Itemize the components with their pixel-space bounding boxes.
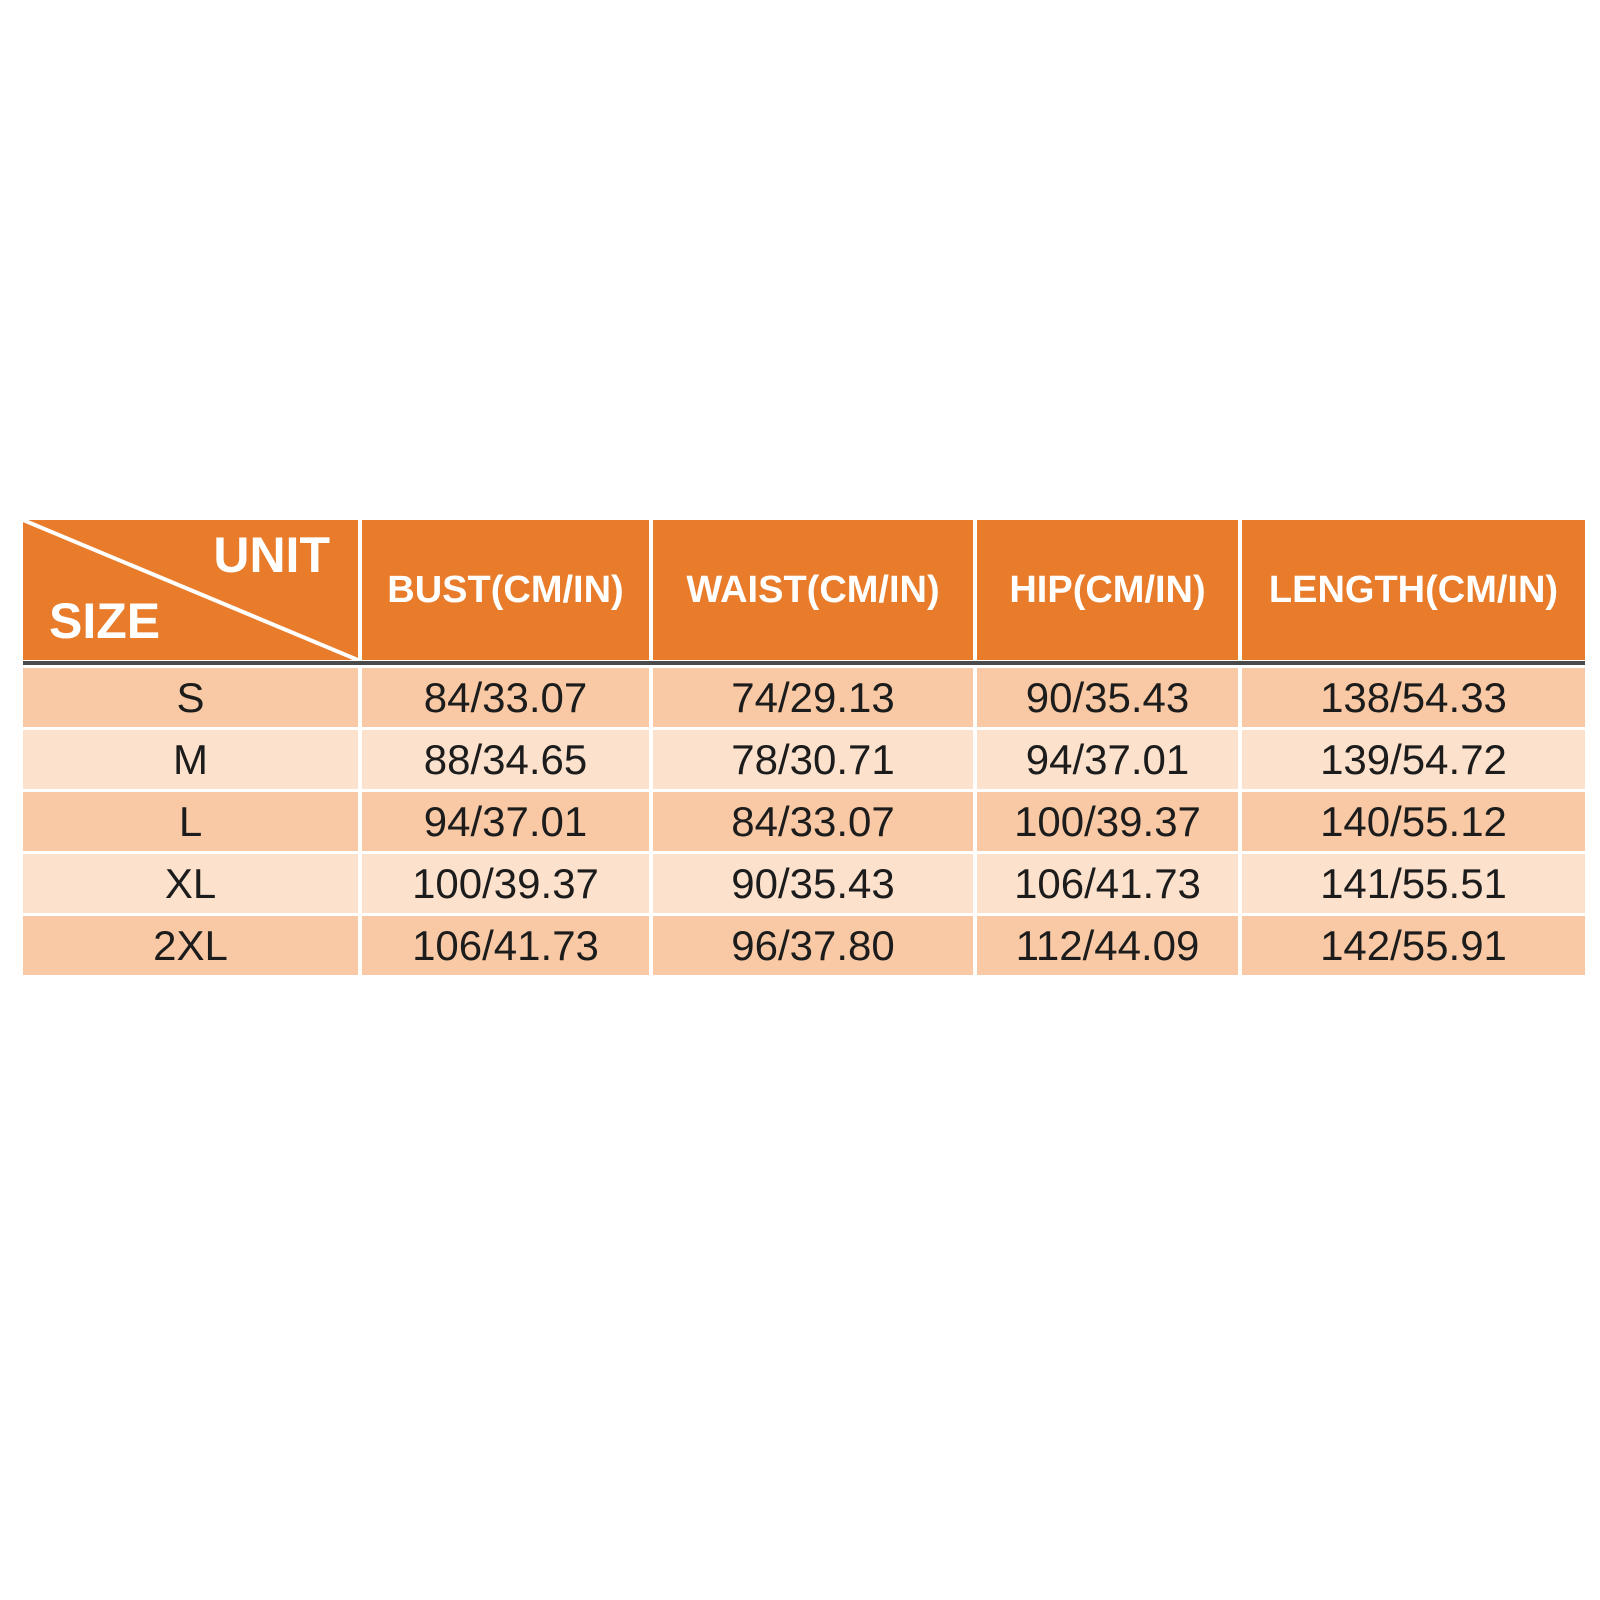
- length-cell: 142/55.91: [1242, 916, 1585, 975]
- bust-cell: 94/37.01: [362, 792, 649, 851]
- size-cell: 2XL: [23, 916, 358, 975]
- bust-cell: 88/34.65: [362, 730, 649, 789]
- hip-cell: 90/35.43: [977, 668, 1238, 727]
- length-cell: 138/54.33: [1242, 668, 1585, 727]
- table-row-l: [23, 792, 1585, 851]
- size-cell: XL: [23, 854, 358, 913]
- column-header-bust: BUST(CM/IN): [362, 520, 649, 660]
- size-cell: S: [23, 668, 358, 727]
- table-row-2xl: [23, 916, 1585, 975]
- hip-cell: 112/44.09: [977, 916, 1238, 975]
- column-header-hip: HIP(CM/IN): [977, 520, 1238, 660]
- waist-cell: 96/37.80: [653, 916, 973, 975]
- bust-cell: 106/41.73: [362, 916, 649, 975]
- size-cell: M: [23, 730, 358, 789]
- length-cell: 141/55.51: [1242, 854, 1585, 913]
- corner-label-size: SIZE: [49, 593, 161, 649]
- size-chart-table: [23, 520, 1585, 975]
- waist-cell: 84/33.07: [653, 792, 973, 851]
- corner-cell: [23, 520, 358, 660]
- size-cell: L: [23, 792, 358, 851]
- corner-label-unit: UNIT: [213, 527, 330, 583]
- column-header-waist: WAIST(CM/IN): [653, 520, 973, 660]
- bust-cell: 84/33.07: [362, 668, 649, 727]
- waist-cell: 90/35.43: [653, 854, 973, 913]
- table-header-row: [23, 520, 1585, 660]
- bust-cell: 100/39.37: [362, 854, 649, 913]
- waist-cell: 74/29.13: [653, 668, 973, 727]
- table-row-s: [23, 668, 1585, 727]
- table-row-m: [23, 730, 1585, 789]
- length-cell: 139/54.72: [1242, 730, 1585, 789]
- hip-cell: 100/39.37: [977, 792, 1238, 851]
- column-header-length: LENGTH(CM/IN): [1242, 520, 1585, 660]
- header-divider: [23, 661, 1585, 665]
- hip-cell: 94/37.01: [977, 730, 1238, 789]
- length-cell: 140/55.12: [1242, 792, 1585, 851]
- table-row-xl: [23, 854, 1585, 913]
- waist-cell: 78/30.71: [653, 730, 973, 789]
- hip-cell: 106/41.73: [977, 854, 1238, 913]
